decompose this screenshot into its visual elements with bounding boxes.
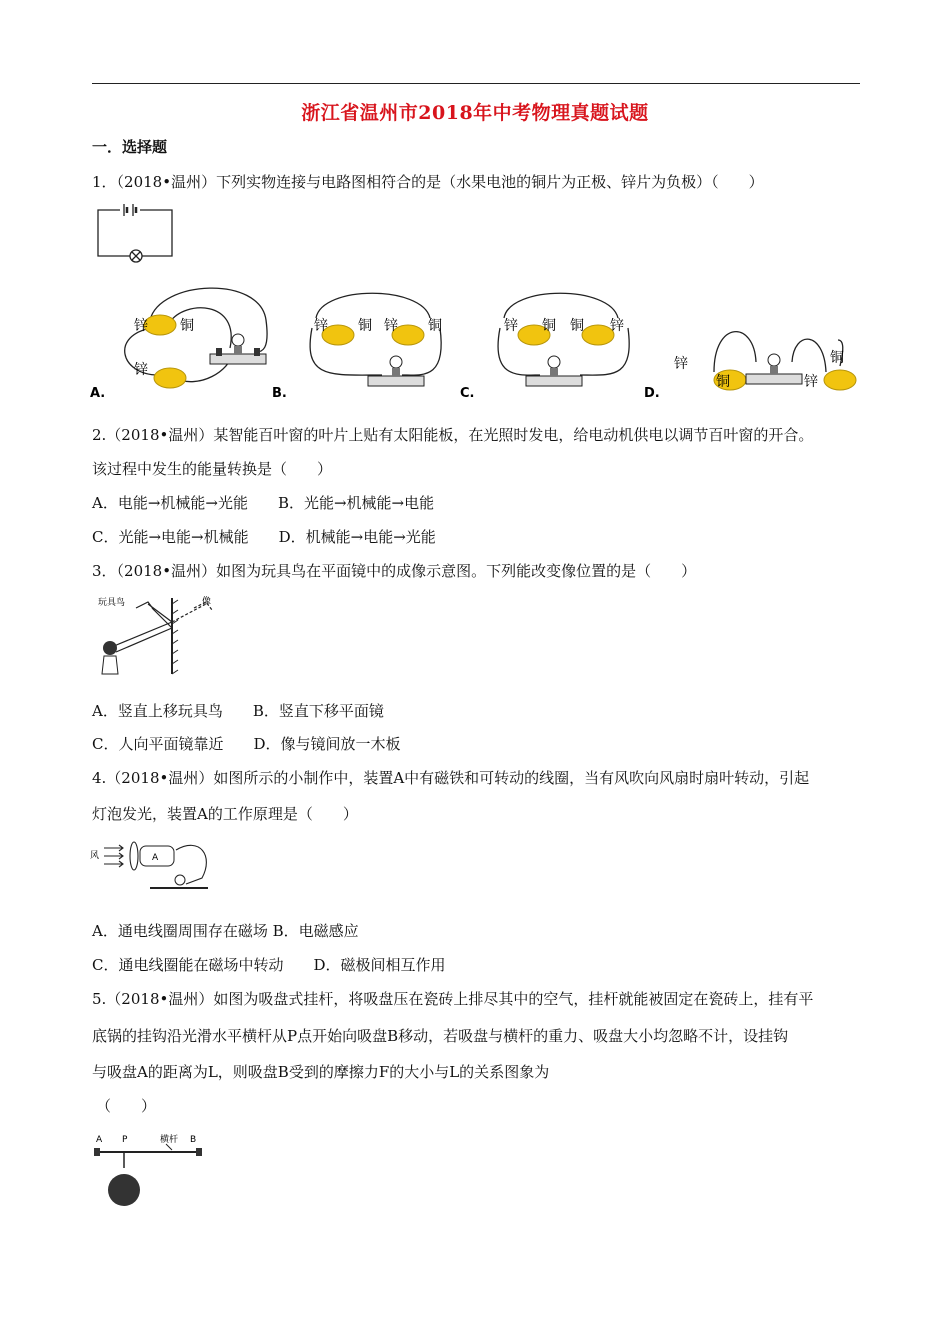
point-p-label: P: [122, 1135, 128, 1145]
question-3-options-line-2: C．人向平面镜靠近 D．像与镜间放一木板: [92, 735, 401, 753]
bulb-icon: [175, 875, 185, 885]
option-d-label: D.: [644, 386, 660, 400]
question-2-stem-line-2: 该过程中发生的能量转换是（ ）: [92, 460, 333, 478]
point-b-label: B: [190, 1135, 197, 1145]
copper-label: 铜: [358, 318, 372, 334]
device-a-label: A: [152, 853, 159, 863]
question-4-stem-line-2: 灯泡发光，装置A的工作原理是（ ）: [92, 805, 358, 823]
zinc-label: 锌: [134, 362, 148, 378]
option-a-label: A.: [90, 386, 106, 400]
bulb-icon: [390, 356, 402, 368]
zinc-label: 锌: [134, 318, 148, 334]
lemon-icon: [154, 368, 186, 388]
circuit-diagram: [94, 200, 176, 264]
option-b-label: B.: [272, 386, 287, 400]
copper-label: 铜: [542, 318, 556, 334]
copper-label: 铜: [180, 318, 194, 334]
image-label: 像: [202, 597, 212, 607]
generator-figure: [90, 836, 214, 894]
bulb-icon: [768, 354, 780, 366]
copper-label: 铜: [716, 374, 730, 390]
option-d-figure: [644, 280, 860, 400]
question-5-stem-line-4: （ ）: [96, 1097, 157, 1115]
question-4-options-line-2: C．通电线圈能在磁场中转动 D．磁极间相互作用: [92, 956, 446, 974]
rod-label: 横杆: [160, 1135, 179, 1145]
question-5-stem-line-1: 5.（2018•温州）如图为吸盘式挂杆，将吸盘压在瓷砖上排尽其中的空气，挂杆就能被固定在瓷砖上，挂有平: [92, 990, 814, 1008]
lemon-icon: [144, 315, 176, 335]
wind-label: 风: [90, 851, 100, 861]
pan-icon: [108, 1174, 140, 1206]
lemon-icon: [824, 370, 856, 390]
question-5-stem-line-3: 与吸盘A的距离为L，则吸盘B受到的摩擦力F的大小与L的关系图象为: [92, 1063, 550, 1081]
mirror-figure: [96, 594, 236, 678]
question-1-stem: 1．（2018•温州）下列实物连接与电路图相符合的是（水果电池的铜片为正极、锌片为负极）（ ）: [92, 173, 764, 191]
question-4-options-line-1: A．通电线圈周围存在磁场 B．电磁感应: [92, 922, 359, 940]
option-a-figure: [90, 280, 280, 400]
toy-bird-label: 玩具鸟: [98, 598, 126, 608]
zinc-label: 锌: [610, 318, 624, 334]
copper-label: 铜: [428, 318, 442, 334]
point-a-label: A: [96, 1135, 103, 1145]
zinc-label: 锌: [314, 318, 328, 334]
person-icon: [103, 641, 117, 655]
question-5-stem-line-2: 底锅的挂钩沿光滑水平横杆从P点开始向吸盘B移动，若吸盘与横杆的重力、吸盘大小均忽略不计，设挂钩: [92, 1027, 789, 1045]
copper-label: 铜: [830, 350, 844, 366]
zinc-label: 锌: [504, 318, 518, 334]
zinc-label: 锌: [384, 318, 398, 334]
page-title: 浙江省温州市2018年中考物理真题试题: [301, 102, 649, 124]
question-2-options-line-2: C．光能→电能→机械能 D．机械能→电能→光能: [92, 528, 436, 546]
option-c-figure: [460, 280, 650, 400]
option-c-label: C.: [460, 386, 475, 400]
question-2-stem-line-1: 2.（2018•温州）某智能百叶窗的叶片上贴有太阳能板，在光照时发电，给电动机供电以调节百叶窗的开合。: [92, 426, 814, 444]
question-3-options-line-1: A．竖直上移玩具鸟 B．竖直下移平面镜: [92, 702, 384, 720]
bulb-icon: [232, 334, 244, 346]
section-heading: 一．选择题: [92, 138, 168, 156]
bulb-icon: [548, 356, 560, 368]
zinc-label: 锌: [804, 374, 818, 390]
hanger-rod-figure: [92, 1132, 208, 1212]
zinc-label: 锌: [674, 356, 688, 372]
question-3-stem: 3．（2018•温州）如图为玩具鸟在平面镜中的成像示意图。下列能改变像位置的是（ ）: [92, 562, 697, 580]
option-b-figure: [272, 280, 462, 400]
copper-label: 铜: [570, 318, 584, 334]
question-4-stem-line-1: 4.（2018•温州）如图所示的小制作中，装置A中有磁铁和可转动的线圈，当有风吹向风扇时扇叶转动，引起: [92, 769, 810, 787]
header-rule: [92, 83, 860, 84]
question-2-options-line-1: A．电能→机械能→光能 B．光能→机械能→电能: [92, 494, 435, 512]
